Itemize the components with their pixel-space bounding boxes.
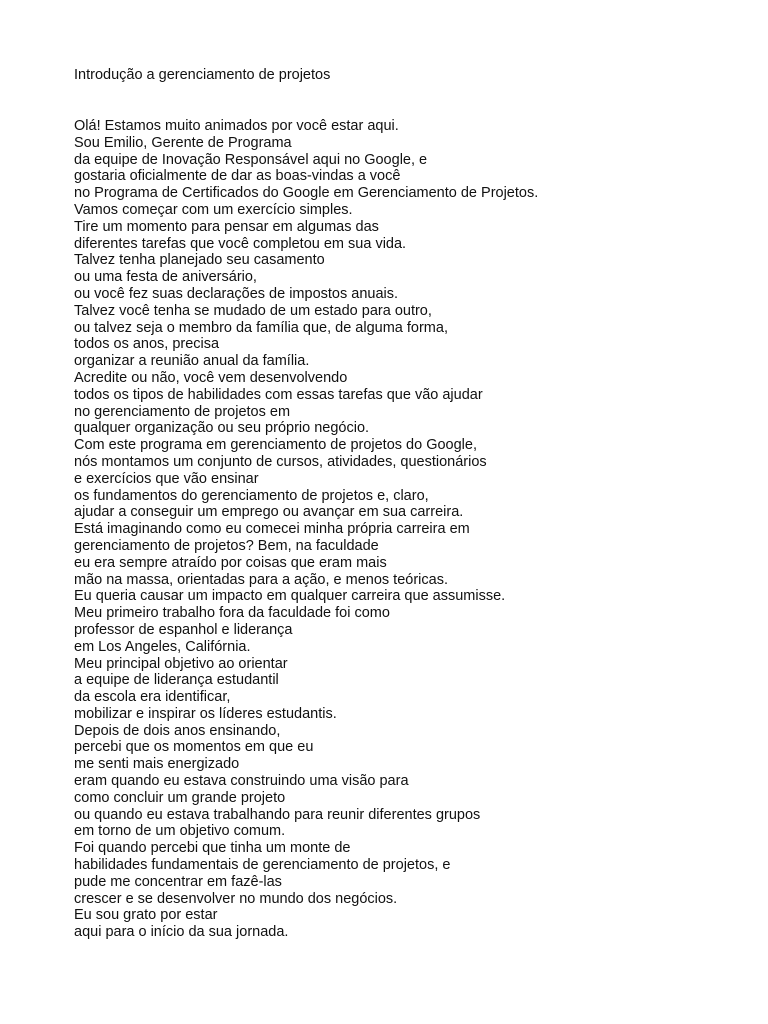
document-line: ou uma festa de aniversário, [74, 269, 257, 286]
document-line: e exercícios que vão ensinar [74, 470, 259, 487]
document-line: Está imaginando como eu comecei minha própria carreira em [74, 521, 470, 538]
document-line: qualquer organização ou seu próprio negócio. [74, 420, 370, 437]
document-line: mão na massa, orientadas para a ação, e menos teóricas. [74, 571, 448, 588]
document-line: Tire um momento para pensar em algumas das [74, 218, 379, 235]
document-line: no Programa de Certificados do Google em Gerenciamento de Projetos. [74, 185, 539, 202]
document-line: em torno de um objetivo comum. [74, 823, 286, 840]
document-line: Com este programa em gerenciamento de projetos do Google, [74, 437, 477, 454]
document-line: Eu queria causar um impacto em qualquer carreira que assumisse. [74, 588, 506, 605]
document-line: Vamos começar com um exercício simples. [74, 201, 353, 218]
document-line: todos os anos, precisa [74, 336, 220, 353]
document-line: Foi quando percebi que tinha um monte de [74, 840, 351, 857]
document-line: ajudar a conseguir um emprego ou avançar em sua carreira. [74, 504, 464, 521]
document-line: mobilizar e inspirar os líderes estudantis. [74, 705, 337, 722]
document-line: ou você fez suas declarações de impostos anuais. [74, 285, 399, 302]
document-line: nós montamos um conjunto de cursos, atividades, questionários [74, 453, 487, 470]
document-line: pude me concentrar em fazê-las [74, 873, 282, 890]
document-line: gostaria oficialmente de dar as boas-vindas a você [74, 168, 401, 185]
document-line: todos os tipos de habilidades com essas tarefas que vão ajudar [74, 386, 483, 403]
document-line: gerenciamento de projetos? Bem, na faculdade [74, 537, 379, 554]
document-line: a equipe de liderança estudantil [74, 672, 279, 689]
document-line: habilidades fundamentais de gerenciamento de projetos, e [74, 857, 451, 874]
document-line: Olá! Estamos muito animados por você estar aqui. [74, 118, 399, 134]
document-line: Talvez tenha planejado seu casamento [74, 252, 325, 269]
document-line: diferentes tarefas que você completou em sua vida. [74, 235, 407, 252]
document-line: em Los Angeles, Califórnia. [74, 638, 251, 655]
document-line: Meu principal objetivo ao orientar [74, 655, 288, 672]
document-line: da equipe de Inovação Responsável aqui no Google, e [74, 151, 428, 168]
document-line: ou quando eu estava trabalhando para reunir diferentes grupos [74, 806, 481, 823]
document-body [74, 118, 538, 941]
document-line: Eu sou grato por estar [74, 907, 218, 924]
document-line: percebi que os momentos em que eu [74, 739, 314, 756]
document-title: Introdução a gerenciamento de projetos [74, 67, 331, 83]
document-line: ou talvez seja o membro da família que, de alguma forma, [74, 319, 448, 336]
document-line: da escola era identificar, [74, 689, 231, 706]
document-line: eu era sempre atraído por coisas que eram mais [74, 554, 387, 571]
document-line: organizar a reunião anual da família. [74, 353, 310, 370]
document-line: aqui para o início da sua jornada. [74, 924, 289, 941]
document-line: como concluir um grande projeto [74, 789, 286, 806]
document-line: Acredite ou não, você vem desenvolvendo [74, 369, 348, 386]
document-line: me senti mais energizado [74, 756, 240, 773]
document-line: no gerenciamento de projetos em [74, 403, 291, 420]
document-line: Depois de dois anos ensinando, [74, 722, 281, 739]
document-line: eram quando eu estava construindo uma visão para [74, 773, 409, 790]
document-line: Sou Emilio, Gerente de Programa [74, 134, 292, 151]
document-line: Meu primeiro trabalho fora da faculdade foi como [74, 605, 390, 622]
document-line: os fundamentos do gerenciamento de projetos e, claro, [74, 487, 429, 504]
document-line: professor de espanhol e liderança [74, 621, 293, 638]
document-line: crescer e se desenvolver no mundo dos negócios. [74, 890, 398, 907]
document-line: Talvez você tenha se mudado de um estado para outro, [74, 302, 432, 319]
